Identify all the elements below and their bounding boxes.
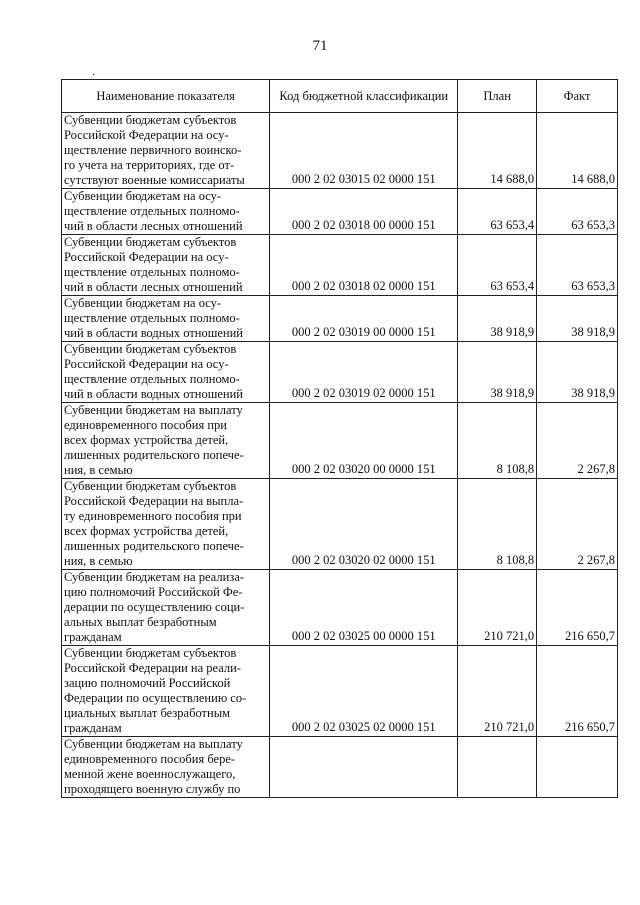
indicator-name-line: ния, в семью: [64, 463, 133, 477]
indicator-name-line: Субвенции бюджетам на выплату: [64, 403, 243, 417]
indicator-name-cell: [62, 646, 270, 737]
table-row: [62, 189, 618, 235]
indicator-name-line: всех формах устройства детей,: [64, 524, 229, 538]
budget-code-cell: [270, 737, 458, 798]
table-body: [62, 113, 618, 798]
fact-value-cell: 216 650,7: [537, 646, 618, 737]
indicator-name-line: ществление отдельных полномо-: [64, 372, 240, 386]
indicator-name-line: единовременного пособия бере-: [64, 752, 236, 766]
indicator-name-line: ществление первичного воинско-: [64, 143, 242, 157]
indicator-name-line: цию полномочий Российской Фе-: [64, 585, 243, 599]
fact-value-cell: 14 688,0: [537, 113, 618, 189]
header-plan: План: [458, 80, 537, 113]
indicator-name-line: альных выплат безработным: [64, 615, 217, 629]
indicator-name-line: гражданам: [64, 630, 122, 644]
table-row: [62, 342, 618, 403]
indicator-name-cell: [62, 570, 270, 646]
page-number: 71: [312, 38, 328, 54]
budget-code-cell: 000 2 02 03020 02 0000 151: [270, 479, 458, 570]
table-row: [62, 646, 618, 737]
indicator-name-line: го учета на территориях, где от-: [64, 158, 235, 172]
indicator-name-cell: [62, 403, 270, 479]
indicator-name-line: Субвенции бюджетам на осу-: [64, 189, 222, 203]
table-row: [62, 113, 618, 189]
plan-value-cell: 63 653,4: [458, 189, 537, 235]
indicator-name-line: Субвенции бюджетам субъектов: [64, 235, 237, 249]
indicator-name-line: Субвенции бюджетам субъектов: [64, 342, 237, 356]
indicator-name-line: ществление отдельных полномо-: [64, 204, 240, 218]
budget-code-cell: 000 2 02 03025 02 0000 151: [270, 646, 458, 737]
plan-value-cell: 8 108,8: [458, 479, 537, 570]
budget-table: [61, 79, 618, 798]
table-row: [62, 296, 618, 342]
indicator-name-line: ния, в семью: [64, 554, 133, 568]
indicator-name-line: чий в области лесных отношений: [64, 219, 243, 233]
plan-value-cell: 210 721,0: [458, 570, 537, 646]
indicator-name-cell: [62, 479, 270, 570]
fact-value-cell: [537, 737, 618, 798]
header-code: Код бюджетной классификации: [270, 80, 458, 113]
indicator-name-line: Субвенции бюджетам на осу-: [64, 296, 222, 310]
indicator-name-line: менной жене военнослужащего,: [64, 767, 236, 781]
plan-value-cell: 210 721,0: [458, 646, 537, 737]
indicator-name-cell: [62, 737, 270, 798]
indicator-name-line: всех формах устройства детей,: [64, 433, 229, 447]
budget-code-cell: 000 2 02 03019 02 0000 151: [270, 342, 458, 403]
indicator-name-line: Субвенции бюджетам субъектов: [64, 479, 237, 493]
indicator-name-cell: [62, 342, 270, 403]
fact-value-cell: 2 267,8: [537, 479, 618, 570]
budget-code-cell: 000 2 02 03018 02 0000 151: [270, 235, 458, 296]
header-fact: Факт: [537, 80, 618, 113]
fact-value-cell: 2 267,8: [537, 403, 618, 479]
plan-value-cell: 38 918,9: [458, 296, 537, 342]
indicator-name-line: Субвенции бюджетам субъектов: [64, 646, 237, 660]
budget-code-cell: 000 2 02 03015 02 0000 151: [270, 113, 458, 189]
budget-code-cell: 000 2 02 03025 00 0000 151: [270, 570, 458, 646]
plan-value-cell: 8 108,8: [458, 403, 537, 479]
indicator-name-line: Российской Федерации на осу-: [64, 357, 229, 371]
fact-value-cell: 63 653,3: [537, 189, 618, 235]
indicator-name-line: чий в области лесных отношений: [64, 280, 243, 294]
fact-value-cell: 38 918,9: [537, 296, 618, 342]
indicator-name-line: чий в области водных отношений: [64, 326, 243, 340]
indicator-name-line: сутствуют военные комиссариаты: [64, 173, 245, 187]
indicator-name-line: лишенных родительского попече-: [64, 448, 244, 462]
indicator-name-line: Федерации по осуществлению со-: [64, 691, 247, 705]
table-row: [62, 570, 618, 646]
indicator-name-line: ту единовременного пособия при: [64, 509, 242, 523]
budget-code-cell: 000 2 02 03018 00 0000 151: [270, 189, 458, 235]
table-row: [62, 737, 618, 798]
indicator-name-line: Субвенции бюджетам на реализа-: [64, 570, 244, 584]
fact-value-cell: 38 918,9: [537, 342, 618, 403]
indicator-name-cell: [62, 235, 270, 296]
indicator-name-line: дерации по осуществлению соци-: [64, 600, 245, 614]
indicator-name-cell: [62, 189, 270, 235]
header-name: Наименование показателя: [62, 80, 270, 113]
indicator-name-line: лишенных родительского попече-: [64, 539, 244, 553]
indicator-name-line: единовременного пособия при: [64, 418, 227, 432]
indicator-name-line: зацию полномочий Российской: [64, 676, 231, 690]
indicator-name-line: чий в области водных отношений: [64, 387, 243, 401]
fact-value-cell: 216 650,7: [537, 570, 618, 646]
plan-value-cell: [458, 737, 537, 798]
budget-code-cell: 000 2 02 03019 00 0000 151: [270, 296, 458, 342]
indicator-name-line: Российской Федерации на осу-: [64, 128, 229, 142]
table-header-row: [62, 80, 618, 113]
plan-value-cell: 14 688,0: [458, 113, 537, 189]
indicator-name-line: Российской Федерации на осу-: [64, 250, 229, 264]
table-row: [62, 479, 618, 570]
indicator-name-line: ществление отдельных полномо-: [64, 311, 240, 325]
table-row: [62, 235, 618, 296]
indicator-name-cell: [62, 113, 270, 189]
indicator-name-line: ществление отдельных полномо-: [64, 265, 240, 279]
indicator-name-cell: [62, 296, 270, 342]
indicator-name-line: Субвенции бюджетам субъектов: [64, 113, 237, 127]
indicator-name-line: Субвенции бюджетам на выплату: [64, 737, 243, 751]
indicator-name-line: гражданам: [64, 721, 122, 735]
indicator-name-line: проходящего военную службу по: [64, 782, 241, 796]
plan-value-cell: 38 918,9: [458, 342, 537, 403]
indicator-name-line: Российской Федерации на выпла-: [64, 494, 244, 508]
plan-value-cell: 63 653,4: [458, 235, 537, 296]
table-row: [62, 403, 618, 479]
budget-code-cell: 000 2 02 03020 00 0000 151: [270, 403, 458, 479]
indicator-name-line: Российской Федерации на реали-: [64, 661, 241, 675]
scan-dot: ·: [92, 70, 96, 81]
indicator-name-line: циальных выплат безработным: [64, 706, 231, 720]
fact-value-cell: 63 653,3: [537, 235, 618, 296]
